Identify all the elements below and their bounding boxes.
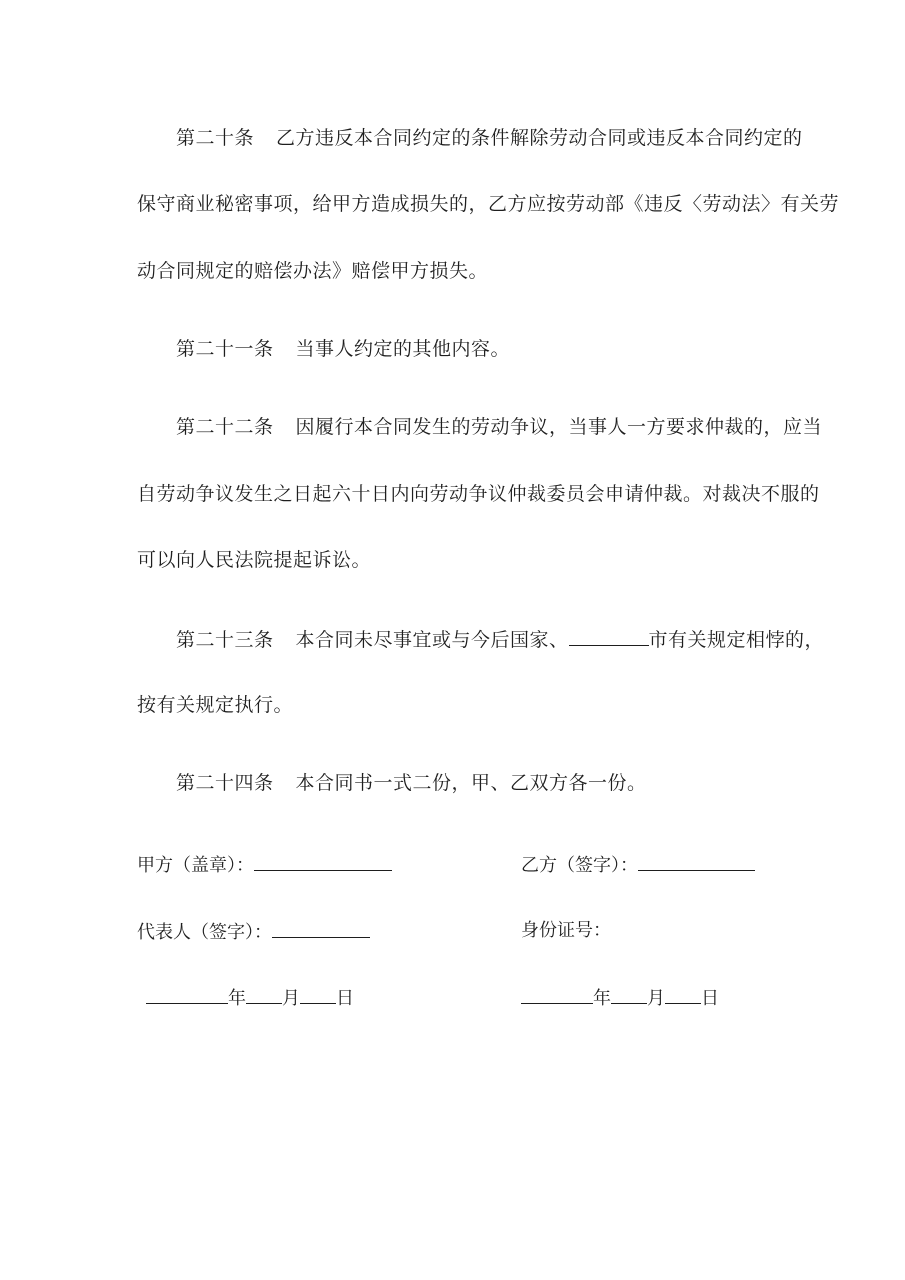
id-number-label: 身份证号： xyxy=(521,920,611,941)
party-a-year-blank[interactable] xyxy=(146,985,228,1004)
party-b-month-label: 月 xyxy=(647,988,665,1009)
article-20-line-2: 保守商业秘密事项，给甲方造成损失的，乙方应按劳动部《违反〈劳动法〉有关劳 xyxy=(137,193,840,215)
article-23-line-1 xyxy=(176,627,824,652)
article-22-line-2: 自劳动争议发生之日起六十日内向劳动争议仲裁委员会申请仲裁。对裁决不服的 xyxy=(137,483,820,505)
article-24-text-1: 本合同书一式二份，甲、乙双方各一份。 xyxy=(295,772,647,794)
article-23-text-1b: 市有关规定相悖的， xyxy=(648,629,825,651)
party-a-day-blank[interactable] xyxy=(300,985,336,1004)
party-b-year-blank[interactable] xyxy=(521,985,593,1004)
article-20-number: 第二十条 xyxy=(176,127,255,149)
article-23-line-2: 按有关规定执行。 xyxy=(137,694,294,716)
party-a-day-label: 日 xyxy=(336,988,354,1009)
article-21-text-1: 当事人约定的其他内容。 xyxy=(295,338,511,360)
party-a-month-blank[interactable] xyxy=(246,985,282,1004)
representative-signature-blank[interactable] xyxy=(272,919,370,938)
article-22-line-3: 可以向人民法院提起诉讼。 xyxy=(137,549,372,571)
party-a-seal-blank[interactable] xyxy=(254,852,392,871)
id-number-row xyxy=(521,919,611,943)
party-b-day-blank[interactable] xyxy=(665,985,701,1004)
party-a-seal-row xyxy=(137,852,392,878)
party-a-date-row xyxy=(146,985,354,1011)
article-24-number: 第二十四条 xyxy=(176,772,274,794)
article-22-text-1: 因履行本合同发生的劳动争议，当事人一方要求仲裁的，应当 xyxy=(295,416,823,438)
article-22-line-1 xyxy=(176,415,822,439)
party-b-date-row xyxy=(521,985,719,1011)
party-b-signature-row xyxy=(521,852,755,878)
party-b-month-blank[interactable] xyxy=(611,985,647,1004)
article-23-text-1a: 本合同未尽事宜或与今后国家、 xyxy=(295,629,569,651)
article-23-number: 第二十三条 xyxy=(176,629,274,651)
article-22-number: 第二十二条 xyxy=(176,416,274,438)
article-20-line-3: 动合同规定的赔偿办法》赔偿甲方损失。 xyxy=(137,260,489,282)
party-b-day-label: 日 xyxy=(701,988,719,1009)
article-21-line-1 xyxy=(176,337,510,361)
city-blank-line[interactable] xyxy=(569,627,649,646)
party-a-year-label: 年 xyxy=(228,988,246,1009)
party-b-signature-blank[interactable] xyxy=(638,852,755,871)
representative-row xyxy=(137,919,370,945)
article-20-line-1 xyxy=(176,126,803,150)
party-a-label: 甲方（盖章）： xyxy=(137,855,254,876)
representative-label: 代表人（签字）： xyxy=(137,922,272,943)
party-b-year-label: 年 xyxy=(593,988,611,1009)
party-a-month-label: 月 xyxy=(282,988,300,1009)
article-21-number: 第二十一条 xyxy=(176,338,274,360)
party-b-label: 乙方（签字）： xyxy=(521,855,638,876)
article-24-line-1 xyxy=(176,771,647,795)
article-20-text-1: 乙方违反本合同约定的条件解除劳动合同或违反本合同约定的 xyxy=(276,127,803,149)
